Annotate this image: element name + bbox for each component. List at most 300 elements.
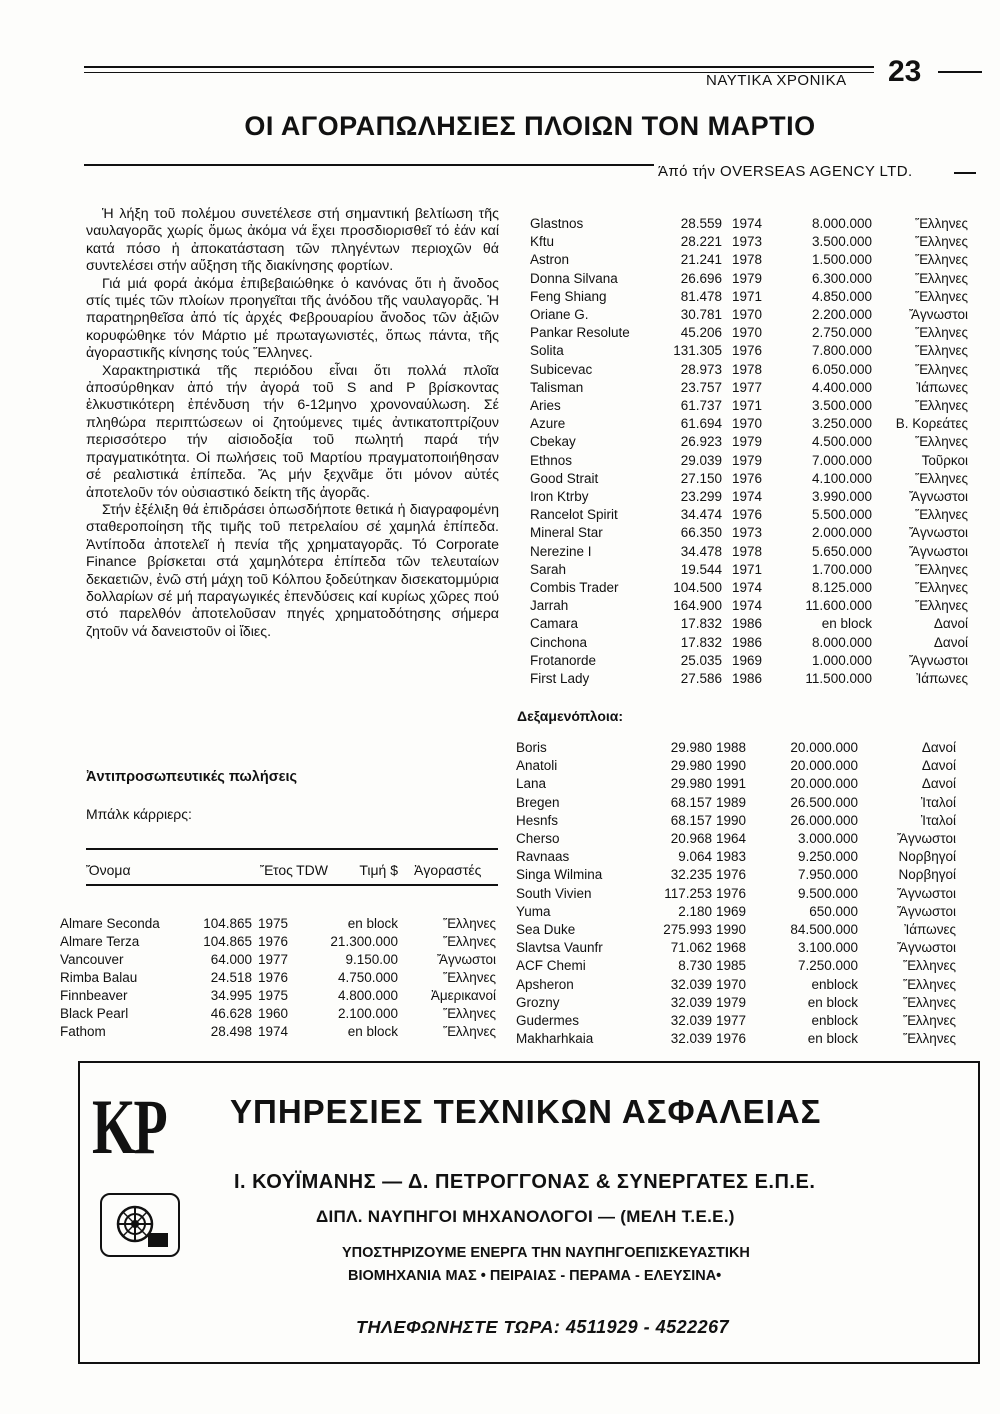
table-header bbox=[86, 862, 498, 880]
ship-buyer: Ἄγνωστοι bbox=[436, 952, 496, 967]
ship-tdw: 23.299 bbox=[680, 489, 722, 504]
table-row bbox=[530, 562, 980, 580]
ship-name: Good Strait bbox=[530, 470, 599, 486]
ship-year: 1989 bbox=[716, 794, 747, 810]
ship-tdw: 29.039 bbox=[680, 452, 722, 468]
ship-buyer: Ἀμερικανοί bbox=[430, 988, 496, 1003]
ship-name: Singa Wilmina bbox=[516, 867, 603, 883]
ship-buyer: Β. Κορεάτες bbox=[895, 416, 968, 432]
ship-tdw: 28.498 bbox=[210, 1024, 252, 1039]
ship-buyer: Ἕλληνες bbox=[915, 288, 968, 304]
ship-buyer: Ἄγνωστοι bbox=[908, 489, 968, 504]
ship-price: en block bbox=[821, 616, 872, 632]
ship-year: 1976 bbox=[258, 934, 289, 949]
table-row bbox=[60, 988, 500, 1006]
ship-price: en block bbox=[347, 916, 398, 931]
ad-phone: ΤΗΛΕΦΩΝΗΣΤΕ ΤΩΡΑ: 4511929 - 4522267 bbox=[356, 1317, 730, 1337]
ship-tdw: 46.628 bbox=[210, 1006, 252, 1021]
ship-buyer: Δανοί bbox=[933, 634, 968, 650]
ship-year: 1976 bbox=[716, 1031, 747, 1047]
ship-buyer: Ἰάπωνες bbox=[904, 922, 956, 937]
ship-name: Camara bbox=[530, 616, 579, 632]
ship-tdw: 66.350 bbox=[680, 525, 722, 541]
ship-price: 3.250.000 bbox=[811, 416, 872, 432]
ship-tdw: 27.150 bbox=[680, 470, 722, 486]
source-rule bbox=[84, 164, 654, 166]
ship-tdw: 26.696 bbox=[680, 270, 722, 286]
table-row bbox=[530, 234, 980, 252]
ship-price: 84.500.000 bbox=[790, 922, 858, 937]
col-tdw: TDW bbox=[296, 862, 328, 878]
ship-price: 11.600.000 bbox=[805, 598, 872, 614]
ship-name: Aries bbox=[530, 398, 561, 413]
ship-tdw: 29.980 bbox=[670, 776, 712, 792]
ship-tdw: 26.923 bbox=[680, 434, 722, 450]
ship-buyer: Ἰάπωνες bbox=[916, 671, 968, 686]
ship-tdw: 34.474 bbox=[680, 507, 722, 523]
paragraph: Χαρακτηριστικά τῆς περιόδου εἶναι ὅτι πολλά πλοῖα ἀποσύρθηκαν ἀπό τήν ἀγορά τοῦ S and P βρίσκοντας ἑλκυστικότερη ἐπένδυση τήν 6-12μηνο χρονοναύλωση. Σέ πληθώρα περιπτώσεων οἱ ζητούμενες τιμές ἀντικατοπτρίζουν περισσότερο τήν αἰσιοδοξία τοῦ πωλητή παρά τήν πραγματικότητα. Οἱ πωλήσεις τοῦ Μαρτίου πραγματοποιήθησαν σέ ρεαλιστικά ἐπίπεδα. Ἄς μήν ξεχνᾶμε ὅτι μόνον αὐτές ἀποτελοῦν τόν οὐσιαστικό δείκτη τῆς ἀγορᾶς. bbox=[86, 362, 499, 501]
table-row bbox=[530, 598, 980, 616]
table-row bbox=[530, 635, 980, 653]
ad-profession-line: ΔΙΠΛ. ΝΑΥΠΗΓΟΙ ΜΗΧΑΝΟΛΟΓΟΙ — (ΜΕΛΗ Τ.Ε.Ε.) bbox=[316, 1207, 735, 1226]
wheel-icon bbox=[102, 1195, 178, 1255]
table-row bbox=[516, 940, 980, 958]
ship-year: 1978 bbox=[732, 361, 763, 377]
ship-price: 5.650.000 bbox=[811, 543, 872, 559]
ship-price: 9.500.000 bbox=[797, 885, 858, 901]
ship-tdw: 104.500 bbox=[673, 580, 722, 595]
ship-year: 1970 bbox=[716, 976, 747, 992]
ship-name: Ravnaas bbox=[516, 849, 570, 865]
table-row bbox=[60, 934, 500, 952]
ship-price: 11.500.000 bbox=[805, 671, 872, 686]
ship-price: 20.000.000 bbox=[790, 776, 858, 792]
ship-year: 1979 bbox=[732, 434, 763, 450]
ship-name: Azure bbox=[530, 416, 566, 432]
ship-buyer: Ἕλληνες bbox=[443, 970, 496, 985]
ship-year: 1988 bbox=[716, 740, 747, 755]
advertisement-box bbox=[78, 1061, 980, 1364]
ship-name: Apsheron bbox=[516, 976, 574, 992]
ship-price: 3.990.000 bbox=[811, 489, 872, 504]
section-heading: Ἀντιπροσωπευτικές πωλήσεις bbox=[86, 769, 298, 785]
table-row bbox=[516, 813, 980, 831]
source-line: Άπό τήν OVERSEAS AGENCY LTD. bbox=[658, 163, 913, 180]
ship-tdw: 9.064 bbox=[678, 849, 712, 865]
ship-name: Sea Duke bbox=[516, 922, 576, 937]
ship-tdw: 28.221 bbox=[680, 234, 722, 250]
ship-year: 1970 bbox=[732, 307, 763, 322]
ship-buyer: Ἕλληνες bbox=[903, 976, 956, 992]
ad-company-line: Ι. ΚΟΥΪΜΑΝΗΣ — Δ. ΠΕΤΡΟΓΓΟΝΑΣ & ΣΥΝΕΡΓΑΤΕΣ Ε.Π.Ε. bbox=[234, 1171, 816, 1193]
ship-year: 1986 bbox=[732, 634, 763, 650]
ship-tdw: 24.518 bbox=[210, 970, 252, 985]
header-rule-top bbox=[84, 66, 874, 68]
ship-tdw: 64.000 bbox=[210, 952, 252, 967]
ship-name: Cherso bbox=[516, 831, 560, 846]
ship-name: Sarah bbox=[530, 561, 567, 577]
table-row bbox=[516, 958, 980, 976]
col-year: Ἔτος bbox=[260, 862, 293, 878]
ship-price: en block bbox=[807, 994, 858, 1010]
ship-year: 1974 bbox=[732, 598, 763, 614]
ship-buyer: Ἕλληνες bbox=[915, 270, 968, 286]
ship-tdw: 164.900 bbox=[673, 598, 722, 614]
ad-emblem bbox=[100, 1193, 180, 1257]
ad-title: ΥΠΗΡΕΣΙΕΣ ΤΕΧΝΙΚΩΝ ΑΣΦΑΛΕΙΑΣ bbox=[230, 1093, 822, 1130]
table-row bbox=[530, 252, 980, 270]
ship-price: 4.100.000 bbox=[811, 470, 872, 486]
table-rule-bottom bbox=[86, 884, 498, 886]
ship-year: 1991 bbox=[716, 776, 747, 792]
ship-year: 1969 bbox=[732, 652, 763, 668]
ship-price: 2.100.000 bbox=[337, 1006, 398, 1021]
article-body bbox=[86, 206, 499, 641]
ship-year: 1974 bbox=[732, 489, 763, 504]
ship-name: Finnbeaver bbox=[60, 988, 128, 1003]
ship-name: First Lady bbox=[530, 671, 590, 686]
ship-buyer: Ἄγνωστοι bbox=[908, 525, 968, 541]
ship-name: Rimba Balau bbox=[60, 970, 138, 985]
ship-year: 1990 bbox=[716, 758, 747, 774]
ship-price: 4.750.000 bbox=[337, 970, 398, 985]
ship-price: 26.000.000 bbox=[790, 812, 858, 828]
ship-name: Pankar Resolute bbox=[530, 325, 630, 341]
ship-price: 9.150.00 bbox=[345, 952, 398, 967]
ship-year: 1969 bbox=[716, 903, 747, 919]
source-rule-right bbox=[954, 172, 976, 174]
ship-tdw: 68.157 bbox=[670, 812, 712, 828]
ship-price: 7.800.000 bbox=[811, 343, 872, 359]
table-row bbox=[60, 1006, 500, 1024]
table-row bbox=[530, 434, 980, 452]
ship-tdw: 23.757 bbox=[680, 379, 722, 395]
ship-year: 1975 bbox=[258, 988, 289, 1003]
ship-year: 1975 bbox=[258, 916, 289, 931]
ship-buyer: Ἄγνωστοι bbox=[896, 903, 956, 919]
ship-buyer: Ἕλληνες bbox=[915, 216, 968, 231]
table-row bbox=[530, 525, 980, 543]
table-row bbox=[530, 343, 980, 361]
ship-buyer: Ἕλληνες bbox=[915, 470, 968, 486]
table-row bbox=[516, 758, 980, 776]
ship-name: ACF Chemi bbox=[516, 958, 586, 974]
ship-tdw: 34.478 bbox=[680, 543, 722, 559]
ad-support-line: ΥΠΟΣΤΗΡΙΖΟΥΜΕ ΕΝΕΡΓΑ ΤΗΝ ΝΑΥΠΗΓΟΕΠΙΣΚΕΥΑΣΤΙΚΗ bbox=[342, 1245, 750, 1261]
ship-buyer: Ἕλληνες bbox=[915, 361, 968, 377]
ship-year: 1983 bbox=[716, 849, 747, 865]
ship-tdw: 21.241 bbox=[680, 252, 722, 268]
ship-buyer: Ἕλληνες bbox=[915, 598, 968, 614]
ship-price: 2.000.000 bbox=[811, 525, 872, 541]
ship-year: 1970 bbox=[732, 416, 763, 432]
ship-year: 1978 bbox=[732, 252, 763, 268]
table-row bbox=[516, 995, 980, 1013]
ship-year: 1985 bbox=[716, 958, 747, 974]
ship-price: 3.500.000 bbox=[811, 234, 872, 250]
col-price: Τιμή $ bbox=[359, 862, 398, 878]
ship-name: Cbekay bbox=[530, 434, 576, 450]
ship-year: 1979 bbox=[716, 994, 747, 1010]
table-row bbox=[530, 453, 980, 471]
ship-year: 1986 bbox=[732, 671, 763, 686]
table-row bbox=[530, 544, 980, 562]
table-row bbox=[516, 977, 980, 995]
ship-tdw: 34.995 bbox=[210, 988, 252, 1003]
ship-year: 1968 bbox=[716, 940, 747, 956]
ship-year: 1986 bbox=[732, 616, 763, 632]
table-row bbox=[60, 1024, 500, 1042]
ship-buyer: Ἕλληνες bbox=[915, 507, 968, 523]
table-row bbox=[530, 489, 980, 507]
col-buyer: Ἀγοραστές bbox=[414, 862, 482, 878]
ship-year: 1971 bbox=[732, 398, 763, 413]
ship-buyer: Ἄγνωστοι bbox=[908, 652, 968, 668]
table-row bbox=[530, 416, 980, 434]
ship-price: 8.000.000 bbox=[811, 216, 872, 231]
ship-year: 1977 bbox=[716, 1013, 747, 1028]
ship-price: 8.000.000 bbox=[811, 634, 872, 650]
ship-buyer: Ἕλληνες bbox=[903, 994, 956, 1010]
ship-year: 1964 bbox=[716, 831, 747, 846]
ship-year: 1971 bbox=[732, 561, 763, 577]
table-row bbox=[516, 922, 980, 940]
ship-tdw: 32.039 bbox=[670, 1013, 712, 1028]
ad-locations-line: ΒΙΟΜΗΧΑΝΙΑ ΜΑΣ • ΠΕΙΡΑΙΑΣ - ΠΕΡΑΜΑ - ΕΛΕΥΣΙΝΑ• bbox=[348, 1268, 722, 1284]
ship-price: 3.500.000 bbox=[811, 398, 872, 413]
ship-name: Talisman bbox=[530, 379, 584, 395]
ship-name: Frotanorde bbox=[530, 652, 597, 668]
ship-tdw: 30.781 bbox=[680, 307, 722, 322]
ship-price: 20.000.000 bbox=[790, 740, 858, 755]
ship-buyer: Ἕλληνες bbox=[443, 916, 496, 931]
ship-name: Kftu bbox=[530, 234, 555, 250]
ship-name: Glastnos bbox=[530, 216, 584, 231]
ship-price: enblock bbox=[811, 976, 858, 992]
ship-name: Subicevac bbox=[530, 361, 593, 377]
table-row bbox=[530, 362, 980, 380]
ship-name: Black Pearl bbox=[60, 1006, 129, 1021]
ship-buyer: Ἕλληνες bbox=[915, 343, 968, 359]
ship-buyer: Ἕλληνες bbox=[903, 958, 956, 974]
ship-name: Boris bbox=[516, 740, 547, 755]
ship-tdw: 28.973 bbox=[680, 361, 722, 377]
ship-tdw: 2.180 bbox=[678, 903, 712, 919]
ship-buyer: Ἕλληνες bbox=[915, 434, 968, 450]
ship-year: 1976 bbox=[716, 885, 747, 901]
ship-price: 4.400.000 bbox=[811, 379, 872, 395]
table-row bbox=[516, 795, 980, 813]
ship-price: 1.000.000 bbox=[811, 652, 872, 668]
ship-year: 1970 bbox=[732, 325, 763, 341]
ship-buyer: Ἕλληνες bbox=[915, 325, 968, 341]
ship-buyer: Ἄγνωστοι bbox=[896, 831, 956, 846]
ship-name: Donna Silvana bbox=[530, 270, 618, 286]
ship-buyer: Τοῦρκοι bbox=[921, 452, 968, 468]
ship-name: Hesnfs bbox=[516, 812, 559, 828]
table-row bbox=[530, 580, 980, 598]
ship-buyer: Ἄγνωστοι bbox=[896, 940, 956, 956]
table-row bbox=[530, 616, 980, 634]
ship-year: 1976 bbox=[732, 343, 763, 359]
ship-price: 3.100.000 bbox=[797, 940, 858, 956]
ship-tdw: 104.865 bbox=[203, 934, 252, 949]
ship-buyer: Ἕλληνες bbox=[915, 398, 968, 413]
ship-year: 1976 bbox=[732, 507, 763, 523]
ship-buyer: Δανοί bbox=[921, 758, 956, 774]
ship-buyer: Ἰταλοί bbox=[920, 794, 956, 810]
ship-tdw: 45.206 bbox=[680, 325, 722, 341]
ad-logo: KP bbox=[92, 1084, 166, 1172]
ship-price: 4.850.000 bbox=[811, 288, 872, 304]
ship-price: 4.800.000 bbox=[337, 988, 398, 1003]
table-row bbox=[530, 325, 980, 343]
ship-tdw: 61.737 bbox=[680, 398, 722, 413]
table-row bbox=[60, 952, 500, 970]
ship-price: 8.125.000 bbox=[811, 580, 872, 595]
ship-name: Solita bbox=[530, 343, 564, 359]
ship-name: Vancouver bbox=[60, 952, 124, 967]
table-row bbox=[516, 849, 980, 867]
ship-name: Ethnos bbox=[530, 452, 573, 468]
ship-tdw: 32.235 bbox=[670, 867, 712, 883]
ship-buyer: Δανοί bbox=[921, 740, 956, 755]
ship-name: Makharhkaia bbox=[516, 1031, 594, 1047]
ship-buyer: Ἰάπωνες bbox=[916, 379, 968, 395]
ship-price: en block bbox=[807, 1031, 858, 1047]
table-row bbox=[516, 867, 980, 885]
ship-tdw: 131.305 bbox=[673, 343, 722, 359]
ship-price: 20.000.000 bbox=[790, 758, 858, 774]
ship-name: Gudermes bbox=[516, 1013, 580, 1028]
ship-name: Almare Seconda bbox=[60, 916, 160, 931]
ship-buyer: Ἄγνωστοι bbox=[908, 543, 968, 559]
ship-name: Nerezine I bbox=[530, 543, 592, 559]
ship-price: 4.500.000 bbox=[811, 434, 872, 450]
table-row bbox=[530, 289, 980, 307]
ship-tdw: 117.253 bbox=[664, 885, 712, 901]
table-row bbox=[530, 216, 980, 234]
ship-name: Lana bbox=[516, 776, 547, 792]
ship-name: Yuma bbox=[516, 903, 551, 919]
paragraph: Ἡ λήξη τοῦ πολέμου συνετέλεσε στή σημαντική βελτίωση τῆς ναυλαγορᾶς χωρίς ὅμως ἀκόμα νά ἔχει προσδιορισθεῖ τό ἐάν καί κατά πόσο ἡ ἀποκατάσταση τῶν πληγέντων περιοχῶν θά συντελέσει στήν αὔξηση τῆς διακίνησης φορτίων. bbox=[86, 206, 499, 275]
ship-buyer: Δανοί bbox=[933, 616, 968, 632]
ship-tdw: 71.062 bbox=[670, 940, 712, 956]
ship-name: Almare Terza bbox=[60, 934, 140, 949]
ship-name: Feng Shiang bbox=[530, 288, 607, 304]
ship-name: Iron Ktrby bbox=[530, 489, 589, 504]
ship-tdw: 8.730 bbox=[678, 958, 712, 974]
ship-year: 1979 bbox=[732, 452, 763, 468]
ship-buyer: Νορβηγοί bbox=[898, 849, 956, 865]
ship-year: 1960 bbox=[258, 1006, 289, 1021]
ship-tdw: 81.478 bbox=[680, 288, 722, 304]
table-rule-top bbox=[86, 848, 498, 850]
page-title: ΟΙ ΑΓΟΡΑΠΩΛΗΣΙΕΣ ΠΛΟΙΩΝ ΤΟΝ ΜΑΡΤΙΟ bbox=[244, 111, 816, 141]
ship-tdw: 68.157 bbox=[670, 794, 712, 810]
ship-buyer: Ἕλληνες bbox=[443, 934, 496, 949]
ship-tdw: 28.559 bbox=[680, 216, 722, 231]
ship-year: 1990 bbox=[716, 922, 747, 937]
ship-buyer: Ἕλληνες bbox=[903, 1031, 956, 1047]
ship-price: 7.250.000 bbox=[797, 958, 858, 974]
table-row bbox=[516, 904, 980, 922]
ship-tdw: 17.832 bbox=[680, 616, 722, 632]
ship-tdw: 32.039 bbox=[670, 994, 712, 1010]
ship-year: 1974 bbox=[258, 1024, 289, 1039]
ship-name: Fathom bbox=[60, 1024, 106, 1039]
table-row bbox=[516, 886, 980, 904]
table-row bbox=[530, 507, 980, 525]
ship-name: South Vivien bbox=[516, 885, 592, 901]
ship-year: 1977 bbox=[258, 952, 289, 967]
ship-tdw: 32.039 bbox=[670, 976, 712, 992]
ship-name: Bregen bbox=[516, 794, 560, 810]
table-row bbox=[60, 970, 500, 988]
ship-tdw: 20.968 bbox=[670, 831, 712, 846]
ship-tdw: 17.832 bbox=[680, 634, 722, 650]
ship-name: Rancelot Spirit bbox=[530, 507, 618, 523]
ship-year: 1974 bbox=[732, 216, 763, 231]
ship-name: Slavtsa Vaunfr bbox=[516, 940, 603, 956]
ship-buyer: Ἕλληνες bbox=[915, 580, 968, 595]
ship-year: 1979 bbox=[732, 270, 763, 286]
col-name: Ὄνομα bbox=[86, 862, 131, 878]
table-row bbox=[516, 1013, 980, 1031]
ship-price: 26.500.000 bbox=[790, 794, 858, 810]
ship-name: Cinchona bbox=[530, 634, 588, 650]
ship-buyer: Ἰταλοί bbox=[920, 812, 956, 828]
ship-buyer: Ἕλληνες bbox=[443, 1024, 496, 1039]
ship-price: 21.300.000 bbox=[330, 934, 398, 949]
table-row bbox=[530, 653, 980, 671]
ship-price: 1.700.000 bbox=[811, 561, 872, 577]
table-row bbox=[530, 398, 980, 416]
ship-buyer: Ἕλληνες bbox=[443, 1006, 496, 1021]
ship-year: 1990 bbox=[716, 812, 747, 828]
ship-buyer: Νορβηγοί bbox=[898, 867, 956, 883]
ship-name: Jarrah bbox=[530, 598, 569, 614]
ship-price: 7.000.000 bbox=[811, 452, 872, 468]
ship-name: Oriane G. bbox=[530, 307, 589, 322]
ship-name: Combis Trader bbox=[530, 580, 619, 595]
ship-price: 6.050.000 bbox=[811, 361, 872, 377]
ship-name: Mineral Star bbox=[530, 525, 603, 541]
table-row bbox=[530, 271, 980, 289]
ship-price: enblock bbox=[811, 1013, 858, 1028]
ship-tdw: 32.039 bbox=[670, 1031, 712, 1047]
ship-name: Grozny bbox=[516, 994, 560, 1010]
page-number: 23 bbox=[888, 55, 922, 88]
ship-price: 9.250.000 bbox=[797, 849, 858, 865]
table-row bbox=[516, 776, 980, 794]
table-row bbox=[530, 671, 980, 689]
ship-buyer: Ἄγνωστοι bbox=[896, 885, 956, 901]
ship-price: 3.000.000 bbox=[797, 831, 858, 846]
table-row bbox=[530, 471, 980, 489]
ship-buyer: Ἄγνωστοι bbox=[908, 307, 968, 322]
ship-price: 2.750.000 bbox=[811, 325, 872, 341]
magazine-name: ΝΑΥΤΙΚΑ ΧΡΟΝΙΚΑ bbox=[706, 72, 847, 89]
table-row bbox=[516, 740, 980, 758]
ship-price: 1.500.000 bbox=[811, 252, 872, 268]
ship-year: 1973 bbox=[732, 525, 763, 541]
ship-buyer: Ἕλληνες bbox=[903, 1013, 956, 1028]
table-row bbox=[60, 916, 500, 934]
ship-year: 1976 bbox=[732, 470, 763, 486]
ship-tdw: 25.035 bbox=[680, 652, 722, 668]
ship-price: 7.950.000 bbox=[797, 867, 858, 883]
